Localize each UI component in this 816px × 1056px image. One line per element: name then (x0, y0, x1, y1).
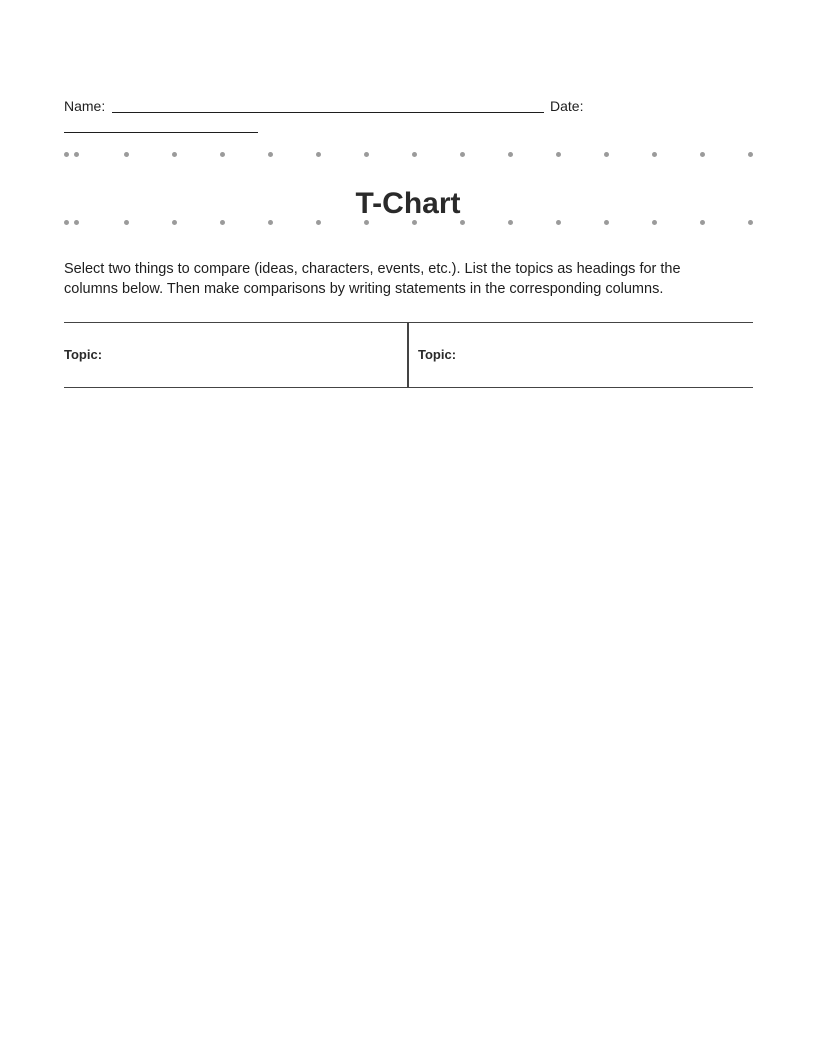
divider-dot (172, 152, 177, 157)
t-chart-divider (407, 323, 409, 387)
divider-dot (556, 152, 561, 157)
divider-dot (748, 152, 753, 157)
topic-label-right: Topic: (418, 347, 457, 362)
dot-divider-top (64, 152, 754, 160)
divider-dot (364, 152, 369, 157)
divider-dot (412, 152, 417, 157)
divider-dot (508, 152, 513, 157)
divider-dot (364, 220, 369, 225)
date-label: Date: (550, 98, 584, 114)
date-field[interactable] (64, 114, 262, 134)
divider-dot (556, 220, 561, 225)
t-chart (64, 322, 753, 388)
divider-dot (268, 152, 273, 157)
divider-dot (268, 220, 273, 225)
divider-dot (64, 152, 69, 157)
topic-label-left: Topic: (64, 347, 103, 362)
divider-dot (652, 152, 657, 157)
topic-input-right[interactable] (464, 343, 748, 369)
name-date-row (64, 96, 754, 116)
divider-dot (316, 220, 321, 225)
dot-divider-bottom (64, 220, 754, 228)
divider-dot (604, 152, 609, 157)
divider-dot (460, 152, 465, 157)
divider-dot (652, 220, 657, 225)
instructions-text: Select two things to compare (ideas, characters, events, etc.). List the topics as headings for the columns below. Then make comparisons by writing statements in the corresponding columns. (64, 261, 681, 297)
divider-dot (412, 220, 417, 225)
divider-dot (748, 220, 753, 225)
name-field[interactable] (112, 96, 548, 116)
divider-dot (700, 152, 705, 157)
divider-dot (74, 152, 79, 157)
divider-dot (508, 220, 513, 225)
divider-dot (700, 220, 705, 225)
divider-dot (64, 220, 69, 225)
divider-dot (124, 152, 129, 157)
divider-dot (316, 152, 321, 157)
topic-input-left[interactable] (110, 343, 404, 369)
divider-dot (220, 152, 225, 157)
divider-dot (460, 220, 465, 225)
divider-dot (604, 220, 609, 225)
page-title: T-Chart (355, 187, 461, 220)
divider-dot (220, 220, 225, 225)
divider-dot (74, 220, 79, 225)
name-label: Name: (64, 98, 106, 114)
divider-dot (124, 220, 129, 225)
divider-dot (172, 220, 177, 225)
